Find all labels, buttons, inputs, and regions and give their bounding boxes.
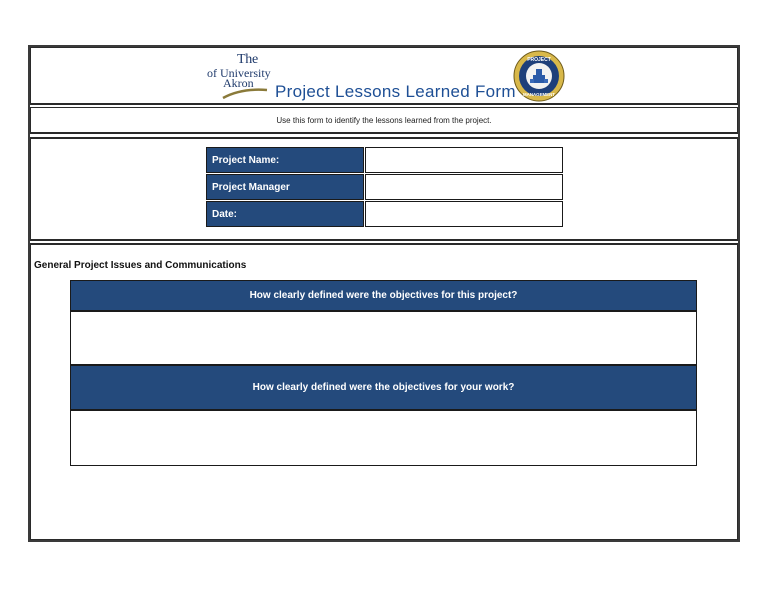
project-name-row	[206, 147, 563, 173]
answer-field[interactable]	[70, 311, 697, 365]
seal-top-text: PROJECT	[527, 57, 551, 63]
project-name-field[interactable]	[365, 147, 563, 173]
project-manager-label: Project Manager	[206, 174, 364, 200]
instruction-text: Use this form to identify the lessons learned from the project.	[276, 116, 492, 125]
question-header: How clearly defined were the objectives for this project?	[70, 280, 697, 311]
section-heading: General Project Issues and Communications	[34, 260, 247, 271]
form-header	[30, 47, 738, 105]
page-title: Project Lessons Learned Form	[275, 82, 516, 101]
date-row	[206, 201, 563, 227]
logo-akron-text: Akron	[223, 76, 254, 90]
question-header: How clearly defined were the objectives for your work?	[70, 365, 697, 410]
instruction-bar	[30, 107, 738, 134]
seal-bottom-text: MANAGEMENT	[523, 92, 555, 97]
logo-swoosh-icon	[221, 86, 269, 100]
project-management-seal-icon	[513, 50, 565, 102]
answer-field[interactable]	[70, 410, 697, 466]
project-name-label: Project Name:	[206, 147, 364, 173]
project-manager-row	[206, 174, 563, 200]
logo-the-text: The	[237, 52, 258, 67]
date-field[interactable]	[365, 201, 563, 227]
date-label: Date:	[206, 201, 364, 227]
project-info-section	[30, 137, 738, 241]
logo-of-university-text: of University	[207, 66, 271, 80]
project-manager-field[interactable]	[365, 174, 563, 200]
university-logo	[207, 52, 285, 102]
